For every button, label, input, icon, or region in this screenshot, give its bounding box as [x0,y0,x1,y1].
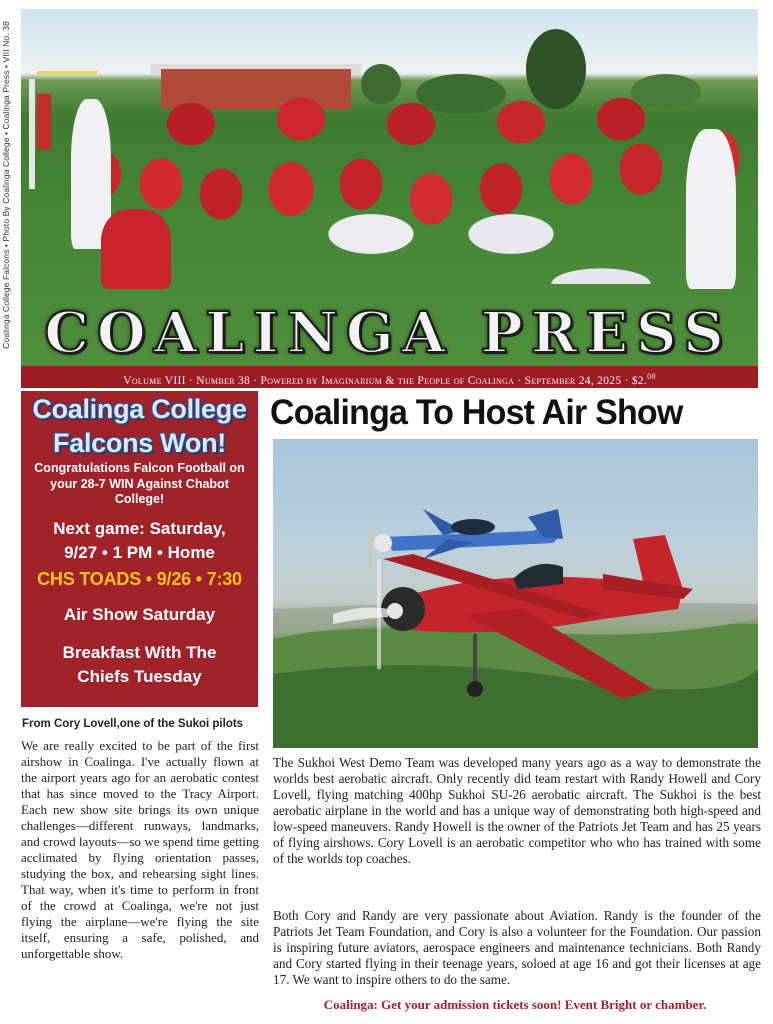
ticket-call-to-action: Coalinga: Get your admission tickets soon! Event Bright or chamber. [323,997,707,1012]
volume-bar [21,366,758,388]
promo-breakfast: Breakfast With The Chiefs Tuesday [62,643,217,686]
promo-box [21,391,258,707]
promo-chs-toads: CHS TOADS • 9/26 • 7:30 [37,569,242,589]
photo-credit: Coalinga College Falcons • Photo By Coalinga College • Coalinga Press • VIII No. 38 [1,21,11,349]
promo-congrats: Congratulations Falcon Football on your 28-7 WIN Against Chabot College! [34,461,245,506]
aircraft-illustration [273,439,758,748]
air-show-photo [273,439,758,748]
promo-air-show: Air Show Saturday [63,605,216,624]
volume-line: Volume VIII · Number 38 · Powered by Imaginarium & the People of Coalinga · September 24, 2025 · [123,374,629,387]
masthead-title: COALINGA PRESS [44,300,732,366]
promo-headline-line-1: Coalinga College [32,394,247,424]
price: $2.00 [631,372,656,387]
left-article-byline: From Cory Lovell,one of the Sukoi pilots [22,718,244,730]
promo-next-game: Next game: Saturday, 9/27 • 1 PM • Home [53,519,226,562]
left-article-body: We are really excited to be part of the first airshow in Coalinga. I've actually flown at the airport years ago for an aerobatic contest that has since moved to the Tracy Airport. Each new show site brings its own unique challenges—different runways, landmarks, and crowd layouts—so we spend time getting acclimated by flying orientation passes, studying the box, and rehearsing sight lines. That way, when it's time to perform in front of the crowd at Coalinga, we're not just flying the airplane—we're flying the site itself, ensuring a safe, polished, and unforgettable show. [21,738,259,961]
main-headline: Coalinga To Host Air Show [270,393,683,432]
main-article-paragraph-2: Both Cory and Randy are very passionate about Aviation. Randy is the founder of the Patriots Jet Team Foundation, and Cory is also a volunteer for the Foundation. Our passion is inspiring future aviators, aerospace engineers and maintenance technicians. Both Randy and Cory started flying in their teenage years, soloed at age 16 and got their licenses at age 17. We want to inspire others to do the same. [273,908,761,987]
promo-headline-line-2: Falcons Won! [53,428,226,458]
main-article-paragraph-1: The Sukhoi West Demo Team was developed many years ago as a way to demonstrate the worlds best aerobatic aircraft. Only recently did team restart with Randy Howell and Cory Lovell, flying matching 400hp Sukhoi SU-26 aerobatic aircraft. The Sukhoi is the best aerobatic airplane in the world and has a unique way of demonstrating both high-speed and low-speed maneuvers. Randy Howell is the owner of the Patriots Jet Team and has 25 years of flying airshows. Cory Lovell is an aerobatic competitor who who has trained with some of the worlds top coaches. [273,755,761,866]
